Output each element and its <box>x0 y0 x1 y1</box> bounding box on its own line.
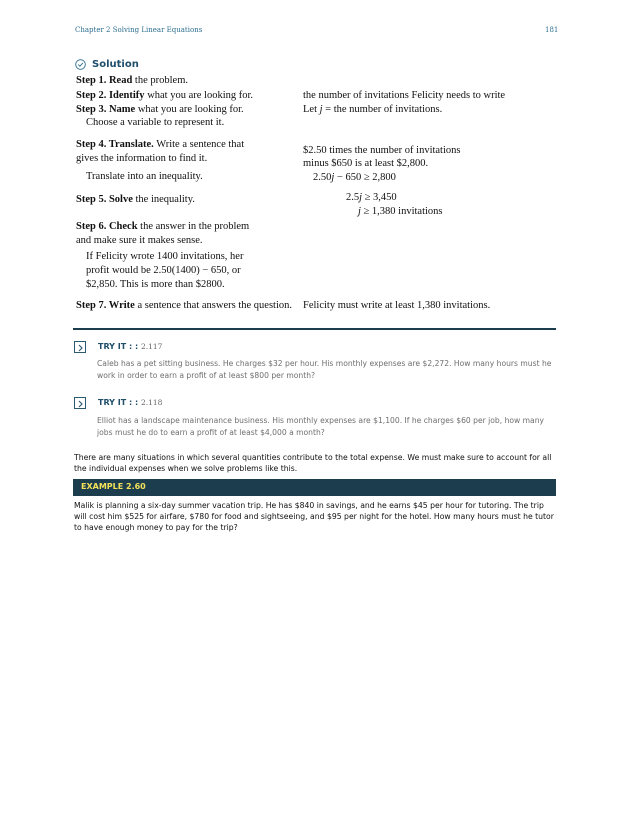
example-banner <box>73 479 556 496</box>
checkmark-circle-icon <box>75 59 86 70</box>
step-5: Step 5. Solve the inequality. <box>76 194 195 205</box>
chevron-right-icon <box>77 400 84 408</box>
page-number: 181 <box>545 26 559 34</box>
step-4-sentence-2: minus $650 is at least $2,800. <box>303 158 429 169</box>
try-it-heading: TRY IT : : 2.117 <box>98 342 163 351</box>
step-4-inequality: 2.50j − 650 ≥ 2,800 <box>313 172 396 183</box>
step-4-subtext: Translate into an inequality. <box>86 171 203 182</box>
step-4: Step 4. Translate. Write a sentence that <box>76 139 245 150</box>
step-6-line-2: and make sure it makes sense. <box>76 235 203 246</box>
try-it-expand-button[interactable] <box>74 341 86 353</box>
try-it-expand-button[interactable] <box>74 397 86 409</box>
try-it-text: Elliot has a landscape maintenance business. His monthly expenses are $1,100. If he charges $60 per job, how many jobs must he do to earn a profit of at least $4,000 a month? <box>97 416 545 437</box>
example-label: EXAMPLE 2.60 <box>81 482 146 491</box>
try-it-heading: TRY IT : : 2.118 <box>98 398 163 407</box>
step-2-answer: the number of invitations Felicity needs to write <box>303 90 506 101</box>
step-6-check-1: If Felicity wrote 1400 invitations, her <box>86 251 244 262</box>
step-4-line-2: gives the information to find it. <box>76 153 208 164</box>
solution-heading: Solution <box>92 59 139 70</box>
try-it-text: Caleb has a pet sitting business. He charges $32 per hour. His monthly expenses are $2,272. How many hours must he work in order to earn a profit of at least $800 per month? <box>97 359 552 380</box>
section-divider <box>73 328 556 330</box>
step-3-subtext: Choose a variable to represent it. <box>86 117 225 128</box>
running-header-chapter: Chapter 2 Solving Linear Equations <box>75 26 203 34</box>
step-3-answer: Let j = the number of invitations. <box>303 104 443 115</box>
step-6-check-2: profit would be 2.50(1400) − 650, or <box>86 265 241 276</box>
step-5-equation-2: j ≥ 1,380 invitations <box>358 206 443 217</box>
step-6-check-3: $2,850. This is more than $2800. <box>86 279 225 290</box>
step-1: Step 1. Read the problem. <box>76 75 188 86</box>
body-paragraph: There are many situations in which several quantities contribute to the total expense. We must make sure to account for all the individual expenses when we solve problems like this. <box>74 453 552 473</box>
step-6: Step 6. Check the answer in the problem <box>76 221 250 232</box>
step-4-sentence-1: $2.50 times the number of invitations <box>303 145 461 156</box>
step-2: Step 2. Identify what you are looking for. <box>76 90 254 101</box>
step-7: Step 7. Write a sentence that answers the question. <box>76 300 292 311</box>
example-problem-text: Malik is planning a six-day summer vacation trip. He has $840 in savings, and he earns $45 per hour for tutoring. The trip will cost him $525 for airfare, $780 for food and sightseeing, and $95 per night for the hotel. How many hours must he tutor to have enough money to pay for the trip? <box>74 501 554 532</box>
step-3: Step 3. Name what you are looking for. <box>76 104 244 115</box>
step-5-equation-1: 2.5j ≥ 3,450 <box>346 192 397 203</box>
chevron-right-icon <box>77 344 84 352</box>
step-7-answer: Felicity must write at least 1,380 invitations. <box>303 300 491 311</box>
